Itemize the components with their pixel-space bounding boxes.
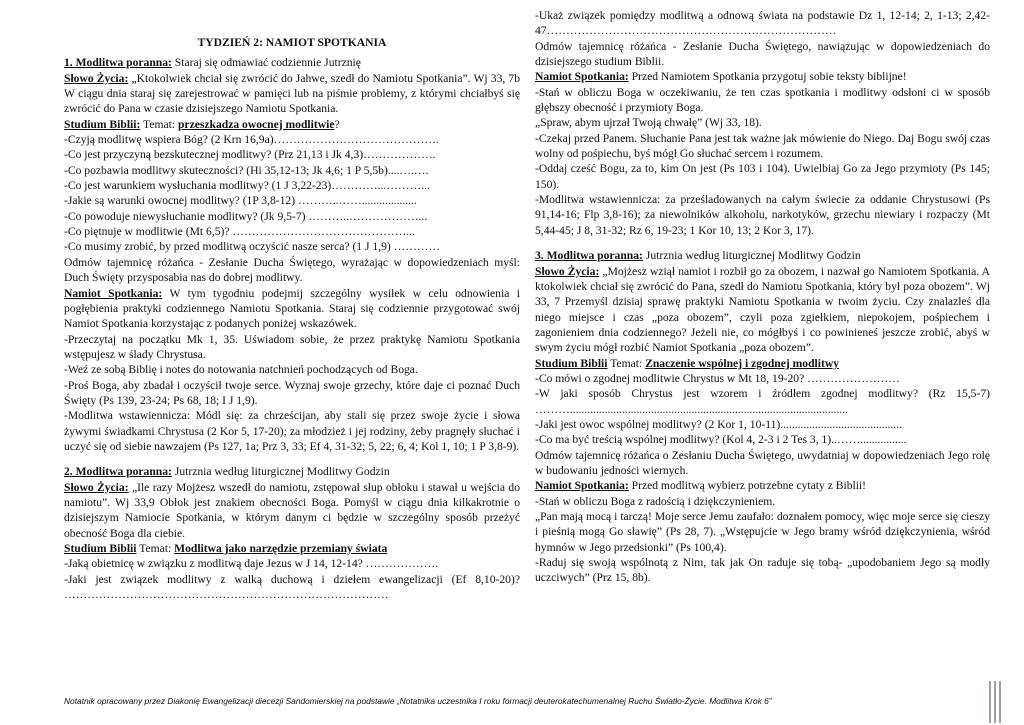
paragraph-text: „Mojżesz wziął namiot i rozbił go za obozem, i nazwał go Namiotem Spotkania. A ktokolwiek chciał się zwrócić do Pana, szedł do Namiotu Spotkania, który był poza obozem”. Wj 33, 7 Przemyśl dzisiaj sprawę praktyki Namiotu Spotkania w twoim życiu. Czy znalazłeś dla niego miejsce i czas „poza obozem”, czyli poza zgiełkiem, niepokojem, pośpiechem i zagonieniem dnia codziennego? Jeżeli nie, co mógłbyś i co powinieneś jeszcze zrobić, abyś w swym życiu mógł rozbić Namiot Spotkania „poza obozem”.: [535, 264, 990, 355]
left-paragraph: [64, 209, 520, 224]
paragraph-text: -Proś Boga, aby zbadał i oczyścił twoje serce. Wyznaj swoje grzechy, które daje ci poznać Duch Święty (Ps 139, 23-24; Ps 68, 18; I J 1,9).: [64, 378, 520, 407]
right-paragraph: [535, 478, 990, 493]
section-label: Namiot Spotkania:: [64, 286, 163, 300]
paragraph-text: Jutrznia według liturgicznej Modlitwy Godzin: [642, 249, 861, 263]
paragraph-text: -Jaki jest owoc wspólnej modlitwy? (2 Kor 1, 10-11)..........................................: [535, 417, 902, 431]
paragraph-text: -Co jest przyczyną bezskutecznej modlitwy? (Prz 21,13 i Jk 4,3)……………….: [64, 148, 436, 162]
paragraph-text: -Stań w obliczu Boga z radością i dziękczynieniem.: [535, 494, 776, 508]
paragraph-text: -Stań w obliczu Boga w oczekiwaniu, że ten czas spotkania i modlitwy odsłoni ci w sposób głębszy obecność i przymioty Boga.: [535, 85, 990, 115]
left-paragraph: [64, 408, 520, 454]
right-paragraph: [535, 161, 990, 192]
right-paragraph: [535, 386, 990, 417]
section-label: Studium Biblii: [535, 356, 608, 370]
section-label: Słowo Życia:: [64, 480, 129, 494]
left-paragraph: [64, 286, 520, 332]
left-paragraph: [64, 117, 520, 132]
paragraph-text: -Jaki jest związek modlitwy z walką duchową i dziełem ewangelizacji (Ef 8,10-20)? …………………………………………………………………………: [64, 572, 520, 602]
paragraph-text: -Co jest warunkiem wysłuchania modlitwy? (1 J 3,22-23)…………...………...: [64, 179, 430, 193]
paragraph-text: Staraj się odmawiać codziennie Jutrznię: [171, 56, 361, 70]
paragraph-text: Przed Namiotem Spotkania przygotuj sobie teksty biblijne!: [628, 70, 907, 84]
left-paragraph: [64, 572, 520, 603]
paragraph-text: -W jaki sposób Chrystus jest wzorem i źródłem zgodnej modlitwy? (Rz 15,5-7) ………................................................................................................: [535, 387, 990, 416]
topic-title: przeszkadza owocnej modlitwie: [177, 117, 335, 131]
left-paragraph: [64, 255, 520, 286]
paragraph-text: Odmów tajemnicę różańca o Zesłaniu Ducha Świętego, uwydatniaj w dopowiedzeniach Jego rolę w budowaniu jedności wiernych.: [535, 448, 990, 477]
section-label: 3. Modlitwa poranna:: [535, 249, 643, 263]
right-paragraph: [535, 371, 990, 386]
left-paragraph: [64, 541, 520, 556]
topic-tail: ?: [334, 117, 340, 131]
paragraph-text: Temat:: [136, 542, 175, 555]
paragraph-text: -Co pozbawia modlitwy skuteczności? (Hi 35,12-13; Jk 4,6; 1 P 5,5b)....….….: [64, 163, 429, 177]
left-paragraph: [64, 378, 520, 409]
paragraph-text: -Czyją modlitwę wspiera Bóg? (2 Krn 16,9a)…………………………………….: [64, 133, 439, 147]
paragraph-text: „Ile razy Mojżesz wszedł do namiotu, zstępował słup obłoku i stawał u wejścia do namiotu”. Wj 33,9 Obłok jest znakiem obecności Boga. Pomyśl w ciągu dnia kilkakrotnie o dzisiejszym Namiocie Spotkania, w którym danym ci będzie w szczególny sposób przeżyć obecność Boga dla ciebie.: [64, 480, 521, 540]
left-paragraph: [64, 163, 520, 178]
paragraph-text: -Modlitwa wstawiennicza: za prześladowanych na całym świecie za oddanie Chrystusowi (Ps 91,14-16; Flp 3,8-16); za niewolników alkoholu, narkotyków, grzechu niewiary i rozpaczy (Mt 5,44-45; J 8, 31-32; Rz 6, 19-23; 1 Kor 10, 13; 2 Kor 3, 17).: [535, 193, 990, 237]
right-paragraph: [535, 264, 990, 356]
paragraph-text: -Czekaj przed Panem. Słuchanie Pana jest tak ważne jak mówienie do Niego. Daj Bogu swój czas wolny od pośpiechu, byś mógł Go słuchać sercem i rozumem.: [535, 131, 990, 161]
left-paragraph: [64, 193, 520, 208]
topic-title: Modlitwa jako narzędzie przemiany świata: [174, 542, 388, 555]
left-paragraph: [64, 480, 520, 541]
right-paragraph: [535, 417, 990, 432]
left-paragraph: [64, 332, 520, 363]
left-paragraph: [64, 464, 520, 479]
right-paragraph: [535, 131, 990, 162]
section-label: Słowo Życia:: [64, 71, 129, 85]
paragraph-text: -Co ma być treścią wspólnej modlitwy? (Kol 4, 2-3 i 2 Tes 3, 1)..……................: [535, 433, 907, 447]
paragraph-text: Jutrznia według liturgicznej Modlitwy Godzin: [171, 465, 390, 479]
right-paragraph: [535, 555, 990, 586]
right-column: [535, 8, 990, 586]
left-paragraph: [64, 71, 520, 117]
left-paragraph: [64, 224, 520, 239]
right-paragraph: [535, 192, 990, 238]
paragraph-text: -Co powoduje niewysłuchanie modlitwy? (Jk 9,5-7) ………..………………...: [64, 209, 428, 223]
right-paragraph: [535, 494, 990, 509]
paragraph-text: -Co piętnuje w modlitwie (Mt 6,5)? ………………………………………...: [64, 225, 416, 239]
paragraph-text: -Co mówi o zgodnej modlitwie Chrystus w Mt 18, 19-20? ……………………: [535, 371, 900, 385]
right-paragraph: [535, 69, 990, 84]
paragraph-text: -Jaką obietnicę w związku z modlitwą daje Jezus w J 14, 12-14? ……………….: [64, 557, 439, 571]
section-label: Studium Biblii:: [64, 117, 141, 131]
right-content: [535, 8, 990, 586]
paragraph-text: -Przeczytaj na początku Mk 1, 35. Uświadom sobie, że przez praktykę Namiotu Spotkania wstępujesz w ślady Chrystusa.: [64, 332, 520, 361]
right-paragraph: [535, 39, 990, 70]
section-label: Namiot Spotkania:: [535, 70, 629, 84]
right-paragraph: [535, 448, 990, 479]
right-paragraph: [535, 8, 990, 39]
footer-note: Notatnik opracowany przez Diakonię Ewangelizacji diecezji Sandomierskiej na podstawie „Notatnika uczestnika I roku formacji deuterokatechumenalnej Ruchu Światło-Życie. Modlitwa Krok 6”: [64, 696, 772, 706]
left-paragraph: [64, 55, 520, 70]
section-label: Słowo Życia:: [535, 264, 600, 278]
paragraph-text: W tym tygodniu podejmij szczególny wysiłek w celu odnowienia i pogłębienia praktyki codziennego Namiotu Spotkania. Staraj się codziennie przygotować swój Namiot Spotkania korzystając z podanych poniżej wskazówek.: [64, 286, 520, 331]
topic-title: Znaczenie wspólnej i zgodnej modlitwy: [645, 356, 839, 370]
right-paragraph: [535, 432, 990, 447]
right-paragraph: [535, 248, 990, 263]
right-paragraph: [535, 85, 990, 116]
right-paragraph: [535, 509, 990, 555]
paragraph-text: Odmów tajemnicę różańca - Zesłanie Ducha Świętego, nawiązując w dopowiedzeniach do dzisiejszego studium Biblii.: [535, 39, 990, 69]
corner-marks: [989, 681, 1003, 723]
paragraph-text: -Ukaż związek pomiędzy modlitwą a odnową świata na podstawie Dz 1, 12-14; 2, 1-13; 2,42-47…………………………………………………………………: [535, 9, 990, 38]
section-label: 1. Modlitwa poranna:: [64, 56, 172, 70]
left-paragraph: [64, 239, 520, 254]
left-paragraph: [64, 556, 520, 571]
left-column: [64, 8, 520, 602]
page-title: TYDZIEŃ 2: NAMIOT SPOTKANIA: [197, 36, 387, 49]
left-content: [64, 55, 520, 602]
left-paragraph: [64, 147, 520, 162]
right-paragraph: [535, 356, 990, 371]
section-label: Studium Biblii: [64, 542, 137, 555]
paragraph-text: Temat:: [607, 356, 646, 370]
section-gap: [535, 238, 990, 248]
paragraph-text: Odmów tajemnicę różańca - Zesłanie Ducha Świętego, wyrażając w dopowiedzeniach myśl: Duch Święty przysposabia nas do dobrej modlitwy.: [64, 255, 520, 285]
paragraph-text: „Pan mają mocą i tarczą! Moje serce Jemu zaufało: doznałem pomocy, więc moje serce się cieszy i pieśnią mogą Go sławię” (Ps 28, 7). „Wstępujcie w Jego bramy wśród dziękczynienia, wśród hymnów w Jego przedsionki” (Ps 100,4).: [535, 510, 990, 554]
section-label: Namiot Spotkania:: [535, 479, 629, 493]
paragraph-text: „Ktokolwiek chciał się zwrócić do Jahwe, szedł do Namiotu Spotkania”. Wj 33, 7b W ciągu dnia staraj się zarejestrować w pamięci lub na piśmie problemy, z którymi chciałbyś się zwrócić do Pana w czasie dzisiejszego Namiotu Spotkania.: [64, 71, 520, 116]
paragraph-text: -Modlitwa wstawiennicza: Módl się: za chrześcijan, aby stali się przez swoje życie i słowa żywymi świadkami Chrystusa (2 Kor 5, 17-20); za młodzież i jej rodziny, żeby pragnęły słuchać i uczyć się od siebie nawzajem (Ps 127, 1a; Prz 3, 33; Ef 4, 31-32; 5, 22; 6, 4; Kol 1, 10; 1 P 3,8-9).: [64, 409, 520, 453]
left-paragraph: [64, 362, 520, 377]
paragraph-text: -Raduj się swoją wspólnotą z Nim, tak jak On raduje się tobą- „upodobaniem Jego są modły uczciwych” (Prz 15, 8b).: [535, 556, 990, 585]
left-paragraph: [64, 178, 520, 193]
section-label: 2. Modlitwa poranna:: [64, 465, 172, 479]
paragraph-text: -Co musimy zrobić, by przed modlitwą oczyścić nasze serca? (1 J 1,9) …………: [64, 240, 441, 254]
paragraph-text: Przed modlitwą wybierz potrzebne cytaty z Biblii!: [628, 479, 867, 493]
paragraph-text: -Weź ze sobą Biblię i notes do notowania natchnień pochodzących od Boga.: [64, 363, 418, 377]
left-paragraph: [64, 132, 520, 147]
paragraph-text: „Spraw, abym ujrzał Twoją chwałę” (Wj 33, 18).: [535, 116, 762, 130]
paragraph-text: -Oddaj cześć Bogu, za to, kim On jest (Ps 103 i 104). Uwielbiaj Go za Jego przymioty (Ps 145; 150).: [535, 162, 990, 191]
section-gap: [64, 454, 520, 464]
right-paragraph: [535, 115, 990, 130]
paragraph-text: -Jakie są warunki owocnej modlitwy? (1P 3,8-12) ………..……...................: [64, 194, 417, 208]
paragraph-text: Temat:: [140, 117, 178, 131]
